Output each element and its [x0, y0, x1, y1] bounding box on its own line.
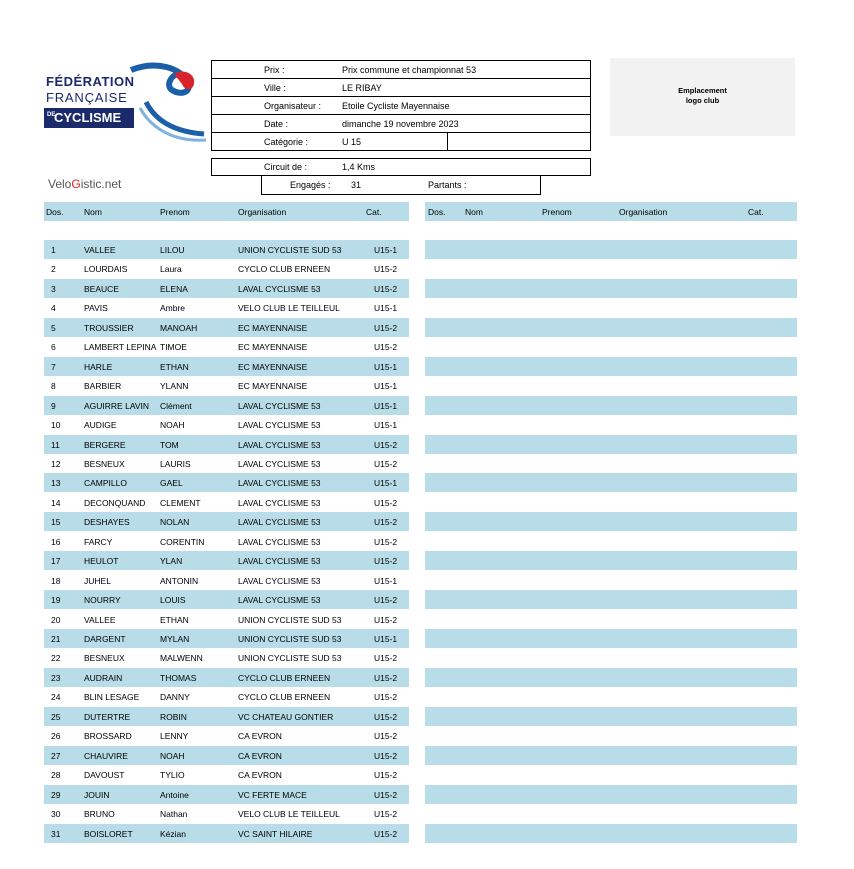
- table-row: [44, 298, 409, 317]
- cell-dos: 6: [51, 342, 56, 352]
- table-row-empty: [425, 493, 797, 512]
- logo-club-line1: Emplacement: [678, 86, 727, 95]
- cell-prenom: MYLAN: [160, 634, 190, 644]
- cell-organisation: LAVAL CYCLISME 53: [238, 498, 321, 508]
- table-row-empty: [425, 532, 797, 551]
- cell-organisation: LAVAL CYCLISME 53: [238, 556, 321, 566]
- cell-prenom: TOM: [160, 440, 179, 450]
- cell-cat: U15-2: [374, 790, 398, 800]
- table-row: [44, 687, 409, 706]
- cell-organisation: LAVAL CYCLISME 53: [238, 576, 321, 586]
- cell-prenom: ETHAN: [160, 615, 189, 625]
- cell-organisation: EC MAYENNAISE: [238, 323, 308, 333]
- cell-dos: 28: [51, 770, 61, 780]
- table-row-empty: [425, 648, 797, 667]
- cell-prenom: NOAH: [160, 420, 185, 430]
- cell-cat: U15-2: [374, 751, 398, 761]
- cell-dos: 1: [51, 245, 56, 255]
- engages-value: 31: [351, 180, 362, 190]
- cell-prenom: CLEMENT: [160, 498, 201, 508]
- cell-nom: NOURRY: [84, 595, 121, 605]
- prix-value: Prix commune et championnat 53: [342, 65, 477, 75]
- cell-organisation: CYCLO CLUB ERNEEN: [238, 673, 331, 683]
- cell-nom: BLIN LESAGE: [84, 692, 140, 702]
- cell-cat: U15-2: [374, 498, 398, 508]
- cell-nom: FARCY: [84, 537, 113, 547]
- cell-dos: 15: [51, 517, 61, 527]
- table-row-empty: [425, 473, 797, 492]
- table-header-left: [44, 202, 409, 221]
- cell-prenom: NOLAN: [160, 517, 190, 527]
- cell-cat: U15-1: [374, 303, 398, 313]
- table-row: [44, 785, 409, 804]
- table-row: [44, 571, 409, 590]
- table-row: [44, 824, 409, 843]
- table-row: [44, 610, 409, 629]
- cell-prenom: CORENTIN: [160, 537, 205, 547]
- cell-prenom: LILOU: [160, 245, 185, 255]
- cell-nom: VALLEE: [84, 245, 116, 255]
- date-value: dimanche 19 novembre 2023: [342, 119, 459, 129]
- table-row-empty: [425, 279, 797, 298]
- cell-cat: U15-2: [374, 731, 398, 741]
- cell-nom: BRUNO: [84, 809, 115, 819]
- cell-cat: U15-2: [374, 653, 398, 663]
- logo-line-francaise: FRANÇAISE: [46, 90, 128, 105]
- table-row: [44, 337, 409, 356]
- header-prenom: Prenom: [160, 207, 190, 217]
- info-row-categorie: [212, 133, 590, 151]
- table-row: [44, 532, 409, 551]
- table-row-empty: [425, 435, 797, 454]
- header-dos: Dos.: [46, 207, 64, 217]
- cell-cat: U15-1: [374, 420, 398, 430]
- table-row-empty: [425, 707, 797, 726]
- cell-dos: 3: [51, 284, 56, 294]
- cell-dos: 20: [51, 615, 61, 625]
- cell-nom: AGUIRRE LAVIN: [84, 401, 150, 411]
- categorie-value: U 15: [342, 137, 362, 147]
- cell-nom: BEAUCE: [84, 284, 119, 294]
- table-row: [44, 493, 409, 512]
- cell-nom: PAVIS: [84, 303, 108, 313]
- table-header-right: [425, 202, 797, 221]
- cell-nom: DAVOUST: [84, 770, 125, 780]
- logo-club-line2: logo club: [685, 96, 720, 105]
- cell-organisation: VC SAINT HILAIRE: [238, 829, 313, 839]
- cell-cat: U15-2: [374, 537, 398, 547]
- cell-prenom: THOMAS: [160, 673, 197, 683]
- info-row-date: [212, 115, 590, 133]
- organisateur-label: Organisateur :: [264, 101, 322, 111]
- table-row-empty: [425, 804, 797, 823]
- cell-organisation: VC CHATEAU GONTIER: [238, 712, 334, 722]
- table-row: [44, 590, 409, 609]
- cell-prenom: LAURIS: [160, 459, 191, 469]
- cell-cat: U15-2: [374, 673, 398, 683]
- cell-cat: U15-1: [374, 401, 398, 411]
- cell-dos: 14: [51, 498, 61, 508]
- table-row: [44, 396, 409, 415]
- cell-organisation: CA EVRON: [238, 770, 282, 780]
- table-row-empty: [425, 590, 797, 609]
- cell-dos: 2: [51, 264, 56, 274]
- cell-dos: 11: [51, 440, 60, 450]
- cell-organisation: CA EVRON: [238, 731, 282, 741]
- circuit-value: 1,4 Kms: [342, 162, 376, 172]
- cell-organisation: VC FERTE MACE: [238, 790, 307, 800]
- cell-nom: LAMBERT LEPINA: [84, 342, 157, 352]
- velogistic-part1: Velo: [48, 177, 72, 191]
- cell-cat: U15-2: [374, 556, 398, 566]
- ville-value: LE RIBAY: [342, 83, 382, 93]
- table-row: [44, 473, 409, 492]
- cell-prenom: GAEL: [160, 478, 183, 488]
- cell-organisation: UNION CYCLISTE SUD 53: [238, 653, 342, 663]
- table-row-empty: [425, 415, 797, 434]
- table-row-empty: [425, 396, 797, 415]
- table-row: [44, 435, 409, 454]
- table-row-empty: [425, 357, 797, 376]
- cell-cat: U15-2: [374, 323, 398, 333]
- table-row: [44, 707, 409, 726]
- header-prenom: Prenom: [542, 207, 572, 217]
- table-row-empty: [425, 376, 797, 395]
- header-cat: Cat.: [366, 207, 382, 217]
- cell-nom: HEULOT: [84, 556, 119, 566]
- header-cat: Cat.: [748, 207, 764, 217]
- cell-dos: 18: [51, 576, 61, 586]
- cell-nom: DARGENT: [84, 634, 126, 644]
- table-row-empty: [425, 454, 797, 473]
- cell-cat: U15-2: [374, 829, 398, 839]
- cell-cat: U15-2: [374, 342, 398, 352]
- cell-nom: BARBIER: [84, 381, 122, 391]
- cell-cat: U15-1: [374, 362, 398, 372]
- table-row: [44, 512, 409, 531]
- cell-nom: HARLE: [84, 362, 113, 372]
- cell-nom: AUDRAIN: [84, 673, 123, 683]
- cell-organisation: CYCLO CLUB ERNEEN: [238, 264, 331, 274]
- cell-cat: U15-2: [374, 459, 398, 469]
- cell-prenom: LOUIS: [160, 595, 186, 605]
- race-info-box: [211, 60, 591, 151]
- cell-nom: LOURDAIS: [84, 264, 128, 274]
- cell-organisation: VELO CLUB LE TEILLEUL: [238, 809, 340, 819]
- categorie-label: Catégorie :: [264, 137, 309, 147]
- cell-cat: U15-1: [374, 381, 398, 391]
- cell-nom: VALLEE: [84, 615, 116, 625]
- table-row-empty: [425, 240, 797, 259]
- table-row-empty: [425, 298, 797, 317]
- velogistic-part3: istic.net: [80, 177, 122, 191]
- cell-prenom: DANNY: [160, 692, 190, 702]
- cell-dos: 10: [51, 420, 61, 430]
- cell-organisation: EC MAYENNAISE: [238, 362, 308, 372]
- cell-cat: U15-1: [374, 478, 398, 488]
- logo-line-cyclisme: CYCLISME: [54, 110, 122, 125]
- cell-organisation: UNION CYCLISTE SUD 53: [238, 615, 342, 625]
- table-row: [44, 551, 409, 570]
- header-nom: Nom: [84, 207, 102, 217]
- header-organisation: Organisation: [238, 207, 287, 217]
- logo-club-placeholder: [610, 58, 795, 136]
- header-organisation: Organisation: [619, 207, 668, 217]
- cell-nom: DUTERTRE: [84, 712, 131, 722]
- cell-prenom: Clément: [160, 401, 192, 411]
- cell-organisation: LAVAL CYCLISME 53: [238, 401, 321, 411]
- table-row-empty: [425, 571, 797, 590]
- cell-organisation: LAVAL CYCLISME 53: [238, 440, 321, 450]
- ffc-logo: [44, 62, 209, 147]
- organisateur-value: Etoile Cycliste Mayennaise: [342, 101, 450, 111]
- table-row-empty: [425, 512, 797, 531]
- cell-prenom: YLAN: [160, 556, 183, 566]
- prix-label: Prix :: [264, 65, 285, 75]
- table-row: [44, 240, 409, 259]
- cell-nom: BOISLORET: [84, 829, 133, 839]
- cell-nom: JUHEL: [84, 576, 111, 586]
- table-row: [44, 668, 409, 687]
- table-row: [44, 726, 409, 745]
- table-row-empty: [425, 687, 797, 706]
- cell-dos: 9: [51, 401, 56, 411]
- circuit-box: [211, 158, 591, 176]
- cell-dos: 30: [51, 809, 61, 819]
- cell-nom: TROUSSIER: [84, 323, 134, 333]
- cell-nom: BESNEUX: [84, 653, 125, 663]
- engages-box: [261, 176, 541, 195]
- date-label: Date :: [264, 119, 289, 129]
- cell-nom: BROSSARD: [84, 731, 132, 741]
- cell-nom: CHAUVIRE: [84, 751, 128, 761]
- cell-nom: AUDIGE: [84, 420, 117, 430]
- cell-dos: 5: [51, 323, 56, 333]
- cell-cat: U15-2: [374, 284, 398, 294]
- cell-organisation: LAVAL CYCLISME 53: [238, 537, 321, 547]
- cell-organisation: EC MAYENNAISE: [238, 342, 308, 352]
- table-row-empty: [425, 318, 797, 337]
- table-row-empty: [425, 824, 797, 843]
- cell-prenom: Nathan: [160, 809, 188, 819]
- info-row-organisateur: [212, 97, 590, 115]
- cell-dos: 27: [51, 751, 61, 761]
- info-row-ville: [212, 79, 590, 97]
- cell-prenom: Antoine: [160, 790, 189, 800]
- cell-dos: 17: [51, 556, 61, 566]
- cell-cat: U15-2: [374, 692, 398, 702]
- cell-dos: 26: [51, 731, 61, 741]
- table-row: [44, 259, 409, 278]
- cell-organisation: UNION CYCLISTE SUD 53: [238, 245, 342, 255]
- cell-cat: U15-2: [374, 712, 398, 722]
- table-row: [44, 648, 409, 667]
- cell-dos: 22: [51, 653, 61, 663]
- logo-de: DE: [47, 112, 56, 118]
- circuit-label: Circuit de :: [264, 162, 308, 172]
- cell-organisation: LAVAL CYCLISME 53: [238, 595, 321, 605]
- logo-line-federation: FÉDÉRATION: [46, 74, 135, 89]
- cell-organisation: VELO CLUB LE TEILLEUL: [238, 303, 340, 313]
- cell-cat: U15-1: [374, 245, 398, 255]
- cell-dos: 12: [51, 459, 61, 469]
- header-dos: Dos.: [428, 207, 446, 217]
- cell-prenom: TIMOE: [160, 342, 187, 352]
- table-row: [44, 415, 409, 434]
- cell-cat: U15-2: [374, 440, 398, 450]
- engages-label: Engagés :: [290, 180, 331, 190]
- cell-cat: U15-2: [374, 615, 398, 625]
- cell-nom: JOUIN: [84, 790, 110, 800]
- cell-cat: U15-1: [374, 634, 398, 644]
- cell-dos: 19: [51, 595, 61, 605]
- table-row-empty: [425, 610, 797, 629]
- cell-cat: U15-1: [374, 576, 398, 586]
- table-row-empty: [425, 726, 797, 745]
- cell-cat: U15-2: [374, 770, 398, 780]
- cell-prenom: LENNY: [160, 731, 189, 741]
- cell-prenom: ETHAN: [160, 362, 189, 372]
- table-row-empty: [425, 259, 797, 278]
- cell-nom: BERGERE: [84, 440, 126, 450]
- cell-prenom: NOAH: [160, 751, 185, 761]
- table-row: [44, 804, 409, 823]
- table-row: [44, 376, 409, 395]
- table-row: [44, 279, 409, 298]
- partants-label: Partants :: [428, 180, 467, 190]
- cell-dos: 29: [51, 790, 61, 800]
- cell-nom: DESHAYES: [84, 517, 130, 527]
- cell-dos: 7: [51, 362, 56, 372]
- cell-cat: U15-2: [374, 809, 398, 819]
- table-row: [44, 765, 409, 784]
- table-row: [44, 454, 409, 473]
- table-row: [44, 318, 409, 337]
- cell-prenom: TYLIO: [160, 770, 185, 780]
- cell-prenom: Kézian: [160, 829, 186, 839]
- ville-label: Ville :: [264, 83, 286, 93]
- cell-dos: 25: [51, 712, 61, 722]
- info-row-prix: [212, 61, 590, 79]
- cell-cat: U15-2: [374, 517, 398, 527]
- table-row-empty: [425, 337, 797, 356]
- table-row-empty: [425, 668, 797, 687]
- table-row-empty: [425, 551, 797, 570]
- cell-dos: 31: [51, 829, 61, 839]
- cell-dos: 24: [51, 692, 61, 702]
- cell-organisation: LAVAL CYCLISME 53: [238, 517, 321, 527]
- cell-organisation: LAVAL CYCLISME 53: [238, 459, 321, 469]
- ffc-swoosh-icon: [126, 62, 211, 147]
- table-row-empty: [425, 629, 797, 648]
- cell-dos: 16: [51, 537, 61, 547]
- cell-nom: DECONQUAND: [84, 498, 146, 508]
- velogistic-brand: [48, 177, 121, 191]
- table-row: [44, 357, 409, 376]
- cell-cat: U15-2: [374, 264, 398, 274]
- cell-organisation: LAVAL CYCLISME 53: [238, 478, 321, 488]
- table-row-empty: [425, 785, 797, 804]
- cell-nom: BESNEUX: [84, 459, 125, 469]
- cell-prenom: Laura: [160, 264, 182, 274]
- cell-dos: 8: [51, 381, 56, 391]
- cell-prenom: ROBIN: [160, 712, 187, 722]
- cell-prenom: MANOAH: [160, 323, 198, 333]
- table-row: [44, 629, 409, 648]
- cell-dos: 4: [51, 303, 56, 313]
- cell-organisation: EC MAYENNAISE: [238, 381, 308, 391]
- cell-organisation: CYCLO CLUB ERNEEN: [238, 692, 331, 702]
- table-row: [44, 746, 409, 765]
- table-row-empty: [425, 765, 797, 784]
- cell-dos: 13: [51, 478, 61, 488]
- cell-organisation: UNION CYCLISTE SUD 53: [238, 634, 342, 644]
- cell-dos: 23: [51, 673, 61, 683]
- cell-nom: CAMPILLO: [84, 478, 127, 488]
- categorie-divider: [447, 133, 448, 151]
- cell-cat: U15-2: [374, 595, 398, 605]
- velogistic-part2: G: [71, 177, 81, 191]
- cell-prenom: ELENA: [160, 284, 188, 294]
- cell-prenom: YLANN: [160, 381, 189, 391]
- header-nom: Nom: [465, 207, 483, 217]
- cell-organisation: LAVAL CYCLISME 53: [238, 420, 321, 430]
- cell-prenom: MALWENN: [160, 653, 203, 663]
- cell-organisation: CA EVRON: [238, 751, 282, 761]
- cell-prenom: ANTONIN: [160, 576, 199, 586]
- cell-prenom: Ambre: [160, 303, 186, 313]
- cell-organisation: LAVAL CYCLISME 53: [238, 284, 321, 294]
- table-row-empty: [425, 746, 797, 765]
- cell-dos: 21: [51, 634, 61, 644]
